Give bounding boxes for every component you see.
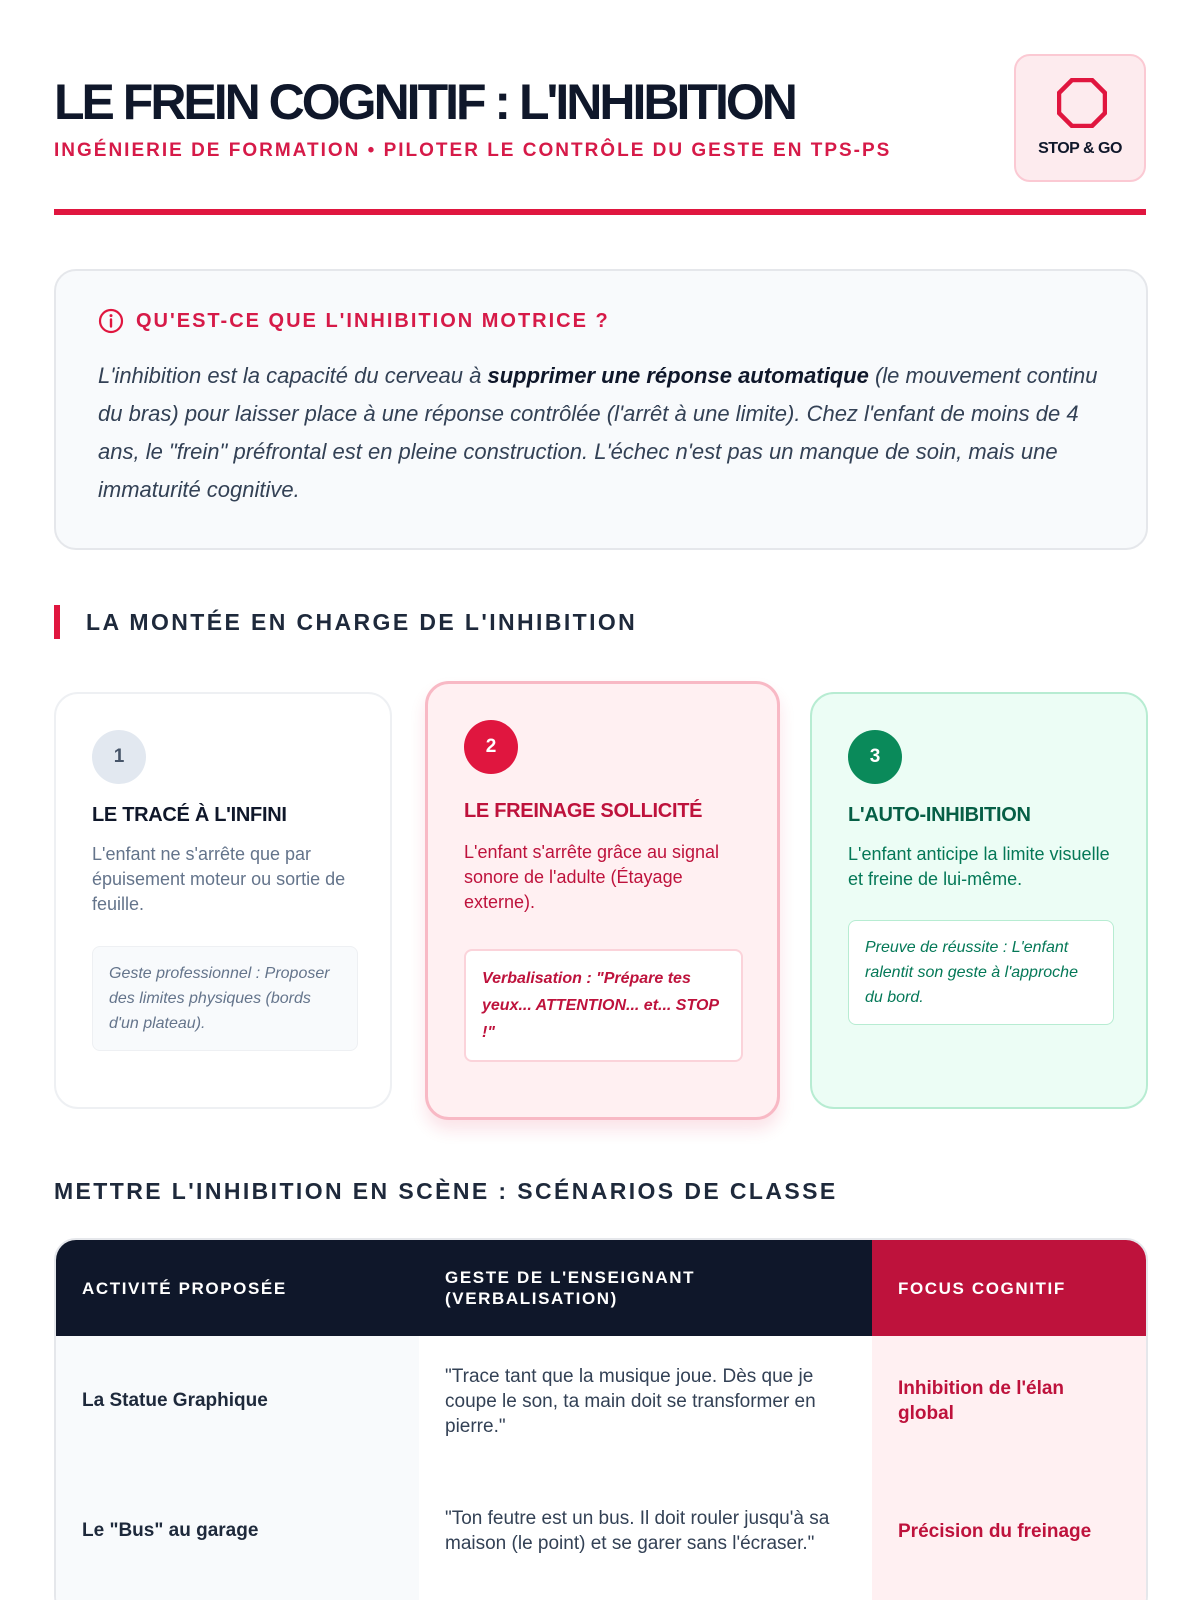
info-text xyxy=(98,357,1106,509)
stage-card-3 xyxy=(810,692,1148,1109)
stage-number: 2 xyxy=(464,720,518,774)
cell-activity-empty xyxy=(56,1596,419,1600)
stage-note: Verbalisation : "Prépare tes yeux... ATTENTION... et... STOP !" xyxy=(464,949,743,1062)
info-heading xyxy=(98,307,1106,335)
stage-description: L'enfant anticipe la limite visuelle et freine de lui-même. xyxy=(848,844,1110,889)
scenarios-table xyxy=(54,1238,1148,1600)
column-header-focus: FOCUS COGNITIF xyxy=(872,1240,1146,1336)
stage-note: Geste professionnel : Proposer des limites physiques (bords d'un plateau). xyxy=(92,946,358,1051)
stop-octagon-icon xyxy=(1057,78,1107,128)
stage-title: L'AUTO-INHIBITION xyxy=(848,804,1031,826)
stage-number: 3 xyxy=(848,730,902,784)
cell-gesture: "Trace tant que la musique joue. Dès que je coupe le son, ta main doit se transformer en pierre." xyxy=(419,1336,872,1466)
info-text-bold: supprimer une réponse automatique xyxy=(487,363,869,388)
cell-activity: La Statue Graphique xyxy=(56,1336,419,1466)
header-divider xyxy=(54,209,1146,215)
cell-gesture-empty xyxy=(419,1596,872,1600)
info-text-part: L'inhibition est la capacité du cerveau à xyxy=(98,363,488,388)
info-box xyxy=(54,269,1148,550)
badge-label: STOP & GO xyxy=(1038,140,1122,157)
stage-number: 1 xyxy=(92,730,146,784)
stage-description: L'enfant s'arrête grâce au signal sonore de l'adulte (Étayage externe). xyxy=(464,842,720,912)
section-title-scenarios: METTRE L'INHIBITION EN SCÈNE : SCÉNARIOS DE CLASSE xyxy=(54,1178,838,1204)
table-row xyxy=(56,1336,1146,1466)
stage-title: LE TRACÉ À L'INFINI xyxy=(92,804,287,826)
table-header xyxy=(56,1240,1146,1336)
section-title-montee: LA MONTÉE EN CHARGE DE L'INHIBITION xyxy=(54,605,637,639)
cell-focus: Inhibition de l'élan global xyxy=(872,1336,1146,1466)
column-header-activity: ACTIVITÉ PROPOSÉE xyxy=(56,1240,419,1336)
page-subtitle: INGÉNIERIE DE FORMATION • PILOTER LE CONTRÔLE DU GESTE EN TPS-PS xyxy=(54,140,892,161)
stage-card-2 xyxy=(425,681,780,1120)
stage-description: L'enfant ne s'arrête que par épuisement moteur ou sortie de feuille. xyxy=(92,844,346,914)
cell-focus-empty xyxy=(872,1596,1146,1600)
stage-card-1 xyxy=(54,692,392,1109)
cell-activity: Le "Bus" au garage xyxy=(56,1466,419,1596)
info-circle-icon xyxy=(98,308,124,334)
stop-go-badge xyxy=(1014,54,1146,182)
page-title: LE FREIN COGNITIF : L'INHIBITION xyxy=(54,74,795,130)
cell-gesture: "Ton feutre est un bus. Il doit rouler jusqu'à sa maison (le point) et se garer sans l'écraser." xyxy=(419,1466,872,1596)
info-text-part: (le mouvement continu du bras) pour laisser place à une réponse contrôlée (l'arrêt à une limite). Chez l'enfant de moins de 4 ans, le "frein" préfrontal est en pleine construction. L'échec n'est pas un manque de soin, mais une immaturité cognitive. xyxy=(98,363,1098,502)
cell-focus: Précision du freinage xyxy=(872,1466,1146,1596)
header xyxy=(54,0,1146,216)
column-header-gesture: GESTE DE L'ENSEIGNANT (VERBALISATION) xyxy=(419,1240,872,1336)
stage-title: LE FREINAGE SOLLICITÉ xyxy=(464,800,703,822)
stage-note: Preuve de réussite : L'enfant ralentit son geste à l'approche du bord. xyxy=(848,920,1114,1025)
table-row xyxy=(56,1466,1146,1596)
info-heading-label: QU'EST-CE QUE L'INHIBITION MOTRICE ? xyxy=(136,309,610,332)
table-row-partial xyxy=(56,1596,1146,1600)
